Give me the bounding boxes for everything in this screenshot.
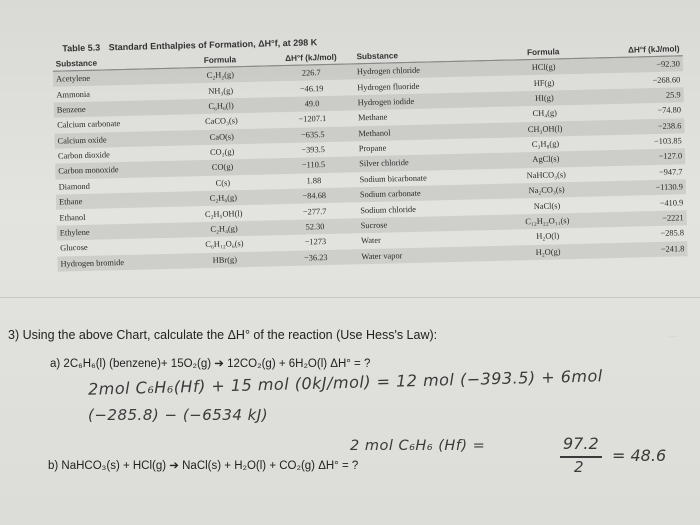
cell-dhf-1: −393.5 bbox=[301, 145, 326, 155]
cell-substance-2: Hydrogen chloride bbox=[354, 61, 490, 80]
cell-formula-1: C₂H₆(g) bbox=[175, 189, 272, 207]
col-header-formula-1: Formula bbox=[172, 52, 269, 68]
question-part-a: a) 2C₆H₆(l) (benzene)+ 15O₂(g) ➔ 12CO₂(g) + 6H₂O(l) ΔH° = ? bbox=[50, 358, 371, 370]
table-title: Standard Enthalpies of Formation, ΔH°f, at 298 K bbox=[108, 37, 318, 53]
cell-formula-1: CaO(s) bbox=[173, 128, 270, 146]
cell-formula-1: C₂H₅OH(l) bbox=[204, 208, 243, 219]
cell-substance-1: Calcium oxide bbox=[54, 130, 173, 148]
cell-dhf-2: −1130.9 bbox=[600, 179, 686, 196]
table-body bbox=[53, 56, 688, 272]
cell-substance-1: Ethane bbox=[56, 192, 175, 210]
cell-dhf-2: −410.9 bbox=[659, 197, 684, 208]
cell-dhf-2: −92.30 bbox=[597, 56, 683, 74]
table-label: Table 5.3 bbox=[62, 42, 101, 54]
cell-substance-1: Hydrogen bromide bbox=[57, 253, 176, 271]
cell-substance-2: Water bbox=[360, 236, 381, 246]
col-header-dhf-2: ΔH°f (kJ/mol) bbox=[597, 42, 683, 58]
cell-dhf-1: −84.68 bbox=[271, 187, 357, 204]
cell-formula-2: H₂O(g) bbox=[494, 243, 602, 261]
handwritten-line-3: 2 mol C₆H₆ (Hf) = bbox=[350, 438, 486, 454]
cell-substance-1: Carbon dioxide bbox=[57, 150, 110, 161]
cell-formula-2: HF(g) bbox=[533, 78, 555, 88]
cell-substance-1: Ethylene bbox=[57, 222, 176, 240]
cell-formula-2: C₁₂H₂₂O₁₁(s) bbox=[493, 212, 601, 230]
cell-dhf-1: −1207.1 bbox=[298, 114, 327, 125]
cell-formula-2: NaHCO₃(s) bbox=[526, 170, 566, 180]
cell-dhf-2: −74.80 bbox=[657, 105, 682, 116]
cell-formula-1: HBr(g) bbox=[176, 251, 273, 269]
cell-formula-1: CaCO₃(s) bbox=[204, 116, 238, 127]
question-area bbox=[0, 318, 700, 525]
faint-bleed-text: … bbox=[668, 329, 678, 340]
cell-formula-2: Na₂CO₃(s) bbox=[493, 181, 601, 199]
cell-substance-2: Propane bbox=[358, 143, 387, 154]
cell-dhf-1: 226.7 bbox=[268, 64, 354, 82]
cell-substance-2: Hydrogen iodide bbox=[354, 92, 490, 111]
cell-dhf-2: −127.0 bbox=[600, 149, 686, 166]
cell-substance-2: Silver chloride bbox=[356, 153, 492, 172]
cell-formula-1: NH₃(g) bbox=[208, 85, 234, 96]
cell-dhf-2: 25.9 bbox=[598, 87, 684, 104]
cell-formula-1: CO(g) bbox=[174, 159, 271, 177]
cell-substance-2: Methanol bbox=[355, 123, 491, 142]
cell-dhf-2: −2221 bbox=[601, 210, 687, 227]
cell-dhf-1: −110.5 bbox=[271, 157, 357, 174]
cell-formula-1: C₆H₁₂O₆(s) bbox=[205, 239, 244, 250]
cell-substance-2: Sodium chloride bbox=[360, 204, 416, 215]
cell-dhf-2: −103.85 bbox=[653, 136, 682, 147]
col-header-formula-2: Formula bbox=[489, 44, 597, 60]
cell-formula-2: CH₃OH(l) bbox=[491, 120, 599, 138]
cell-dhf-1: −36.23 bbox=[273, 249, 359, 266]
cell-dhf-2: −241.8 bbox=[602, 241, 688, 258]
cell-substance-1: Benzene bbox=[54, 100, 173, 118]
handwritten-fraction-denominator: 2 bbox=[574, 458, 584, 476]
question-part-b: b) NaHCO₃(s) + HCl(g) ➔ NaCl(s) + H₂O(l) + CO₂(g) ΔH° = ? bbox=[48, 460, 359, 472]
cell-dhf-2: −947.7 bbox=[658, 167, 683, 177]
cell-dhf-1: −277.7 bbox=[302, 206, 327, 217]
cell-dhf-1: 1.88 bbox=[306, 175, 322, 186]
cell-formula-2: NaCl(s) bbox=[533, 200, 561, 211]
cell-formula-2: HCl(g) bbox=[490, 58, 598, 77]
cell-substance-2: Methane bbox=[357, 112, 388, 123]
enthalpy-table-panel bbox=[40, 20, 686, 276]
table-caption bbox=[62, 37, 317, 53]
cell-substance-1: Ammonia bbox=[56, 89, 91, 100]
cell-formula-2: C₃H₈(g) bbox=[531, 139, 560, 150]
cell-dhf-1: 49.0 bbox=[269, 95, 355, 112]
handwritten-line-1: 2mol C₆H₆(Hf) + 15 mol (0kJ/mol) = 12 mol (−393.5) + 6mol bbox=[87, 366, 603, 399]
cell-dhf-2: −285.8 bbox=[660, 228, 685, 239]
cell-formula-2: H₂O(l) bbox=[536, 231, 560, 242]
col-header-substance-1: Substance bbox=[53, 55, 172, 71]
cell-dhf-1: −1273 bbox=[304, 237, 327, 247]
cell-substance-2: Sucrose bbox=[357, 215, 493, 234]
cell-substance-1: Acetylene bbox=[53, 68, 172, 87]
page-divider bbox=[0, 297, 700, 298]
enthalpy-table bbox=[53, 42, 688, 271]
cell-formula-2: AgCl(s) bbox=[492, 151, 600, 169]
cell-formula-2: CH₄(g) bbox=[532, 108, 558, 119]
handwritten-fraction-result: = 48.6 bbox=[612, 446, 667, 465]
cell-dhf-2: −268.60 bbox=[652, 74, 681, 85]
cell-dhf-1: −46.19 bbox=[299, 83, 324, 94]
cell-substance-2: Hydrogen fluoride bbox=[357, 81, 420, 92]
cell-substance-1: Carbon monoxide bbox=[55, 161, 174, 179]
handwritten-line-2: (−285.8) − (−6534 kJ) bbox=[88, 406, 269, 424]
question-heading: 3) Using the above Chart, calculate the ΔH° of the reaction (Use Hess's Law): bbox=[8, 328, 438, 342]
col-header-substance-2: Substance bbox=[353, 47, 489, 64]
cell-formula-1: C₆H₆(l) bbox=[173, 97, 270, 115]
cell-formula-1: CO₂(g) bbox=[209, 147, 235, 157]
cell-substance-1: Diamond bbox=[58, 181, 90, 192]
handwritten-fraction-numerator: 97.2 bbox=[563, 434, 599, 453]
cell-formula-1: C₂H₂(g) bbox=[172, 66, 269, 84]
cell-substance-1: Glucose bbox=[60, 243, 88, 253]
cell-formula-1: C₂H₄(g) bbox=[176, 220, 273, 238]
cell-substance-2: Water vapor bbox=[358, 245, 494, 264]
col-header-dhf-1: ΔH°f (kJ/mol) bbox=[268, 50, 354, 66]
cell-formula-1: C(s) bbox=[215, 178, 231, 188]
cell-substance-2: Sodium carbonate bbox=[357, 184, 493, 203]
cell-dhf-2: −238.6 bbox=[599, 118, 685, 135]
cell-substance-2: Sodium bicarbonate bbox=[359, 173, 427, 185]
cell-substance-1: Ethanol bbox=[59, 212, 86, 223]
cell-dhf-1: 52.30 bbox=[272, 218, 358, 235]
cell-dhf-1: −635.5 bbox=[270, 126, 356, 143]
cell-formula-2: HI(g) bbox=[490, 89, 598, 107]
cell-substance-1: Calcium carbonate bbox=[57, 119, 121, 130]
